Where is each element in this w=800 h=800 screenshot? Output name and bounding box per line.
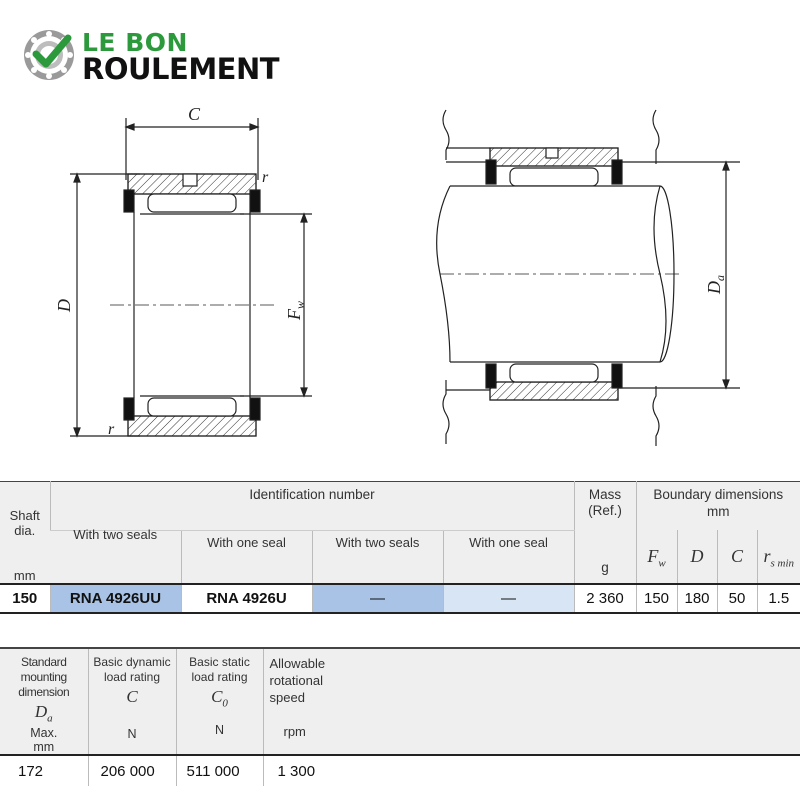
shaft-value: 150 (0, 584, 50, 613)
svg-text:w: w (293, 300, 307, 309)
boundary-col-fw: $F_w$ (636, 530, 677, 584)
rs-value: 1.5 (757, 584, 800, 613)
boundary-col-rs: $r_{s min}$ (757, 530, 800, 584)
dim-label-C: C (188, 104, 201, 124)
id-col-4: With one seal (443, 530, 574, 584)
d-value: 180 (677, 584, 717, 613)
svg-text:F: F (284, 309, 304, 320)
dim-label-Fw (284, 301, 307, 321)
static-load-header: Basic static load rating $C_0$ N (176, 648, 263, 755)
table-row (0, 755, 800, 786)
mounting-drawing (437, 110, 740, 446)
id-value-two-seals-alt: — (312, 584, 443, 613)
logo-line1: LE BON (82, 28, 188, 57)
shaft-dia-header: Shaft dia. mm (9, 508, 40, 583)
da-value: 172 (0, 755, 88, 786)
identification-table (0, 481, 800, 614)
mass-header: Mass (Ref.) g (574, 482, 636, 585)
table-row (0, 584, 800, 613)
speed-header: Allowable rotational speed rpm (263, 648, 800, 755)
fw-value: 150 (636, 584, 677, 613)
static-load-value: 511 000 (176, 755, 263, 786)
bearing-section (70, 118, 312, 436)
id-value-one-seal: RNA 4926U (181, 584, 312, 613)
boundary-col-d: D (677, 530, 717, 584)
id-col-2: With one seal (181, 530, 312, 584)
logo-line2: ROULEMENT (82, 52, 280, 86)
mass-value: 2 360 (574, 584, 636, 613)
id-col-1: With two seals (73, 526, 158, 542)
id-col-3: With two seals (312, 530, 443, 584)
svg-text:D: D (704, 281, 724, 294)
ratings-table (0, 647, 800, 786)
bearing-drawing (0, 90, 800, 460)
dynamic-load-value: 206 000 (88, 755, 176, 786)
speed-value: 1 300 (263, 755, 800, 786)
bearing-check-icon (22, 28, 76, 82)
dim-label-Da (704, 275, 727, 295)
dim-label-D: D (54, 299, 74, 312)
id-value-two-seals: RNA 4926UU (50, 584, 181, 613)
dim-label-r-bottom: r (108, 421, 115, 438)
dim-label-r-top: r (262, 169, 269, 186)
id-value-one-seal-alt: — (443, 584, 574, 613)
brand-logo (22, 26, 302, 86)
mounting-dimension-header: Standard mounting dimension $D_a$ Max. mm (18, 655, 70, 755)
svg-text:a: a (713, 275, 727, 281)
boundary-col-c: C (717, 530, 757, 584)
c-value: 50 (717, 584, 757, 613)
identification-header: Identification number (50, 482, 574, 531)
dynamic-load-header: Basic dynamic load rating C N (88, 648, 176, 755)
boundary-header: Boundary dimensions mm (636, 482, 800, 531)
